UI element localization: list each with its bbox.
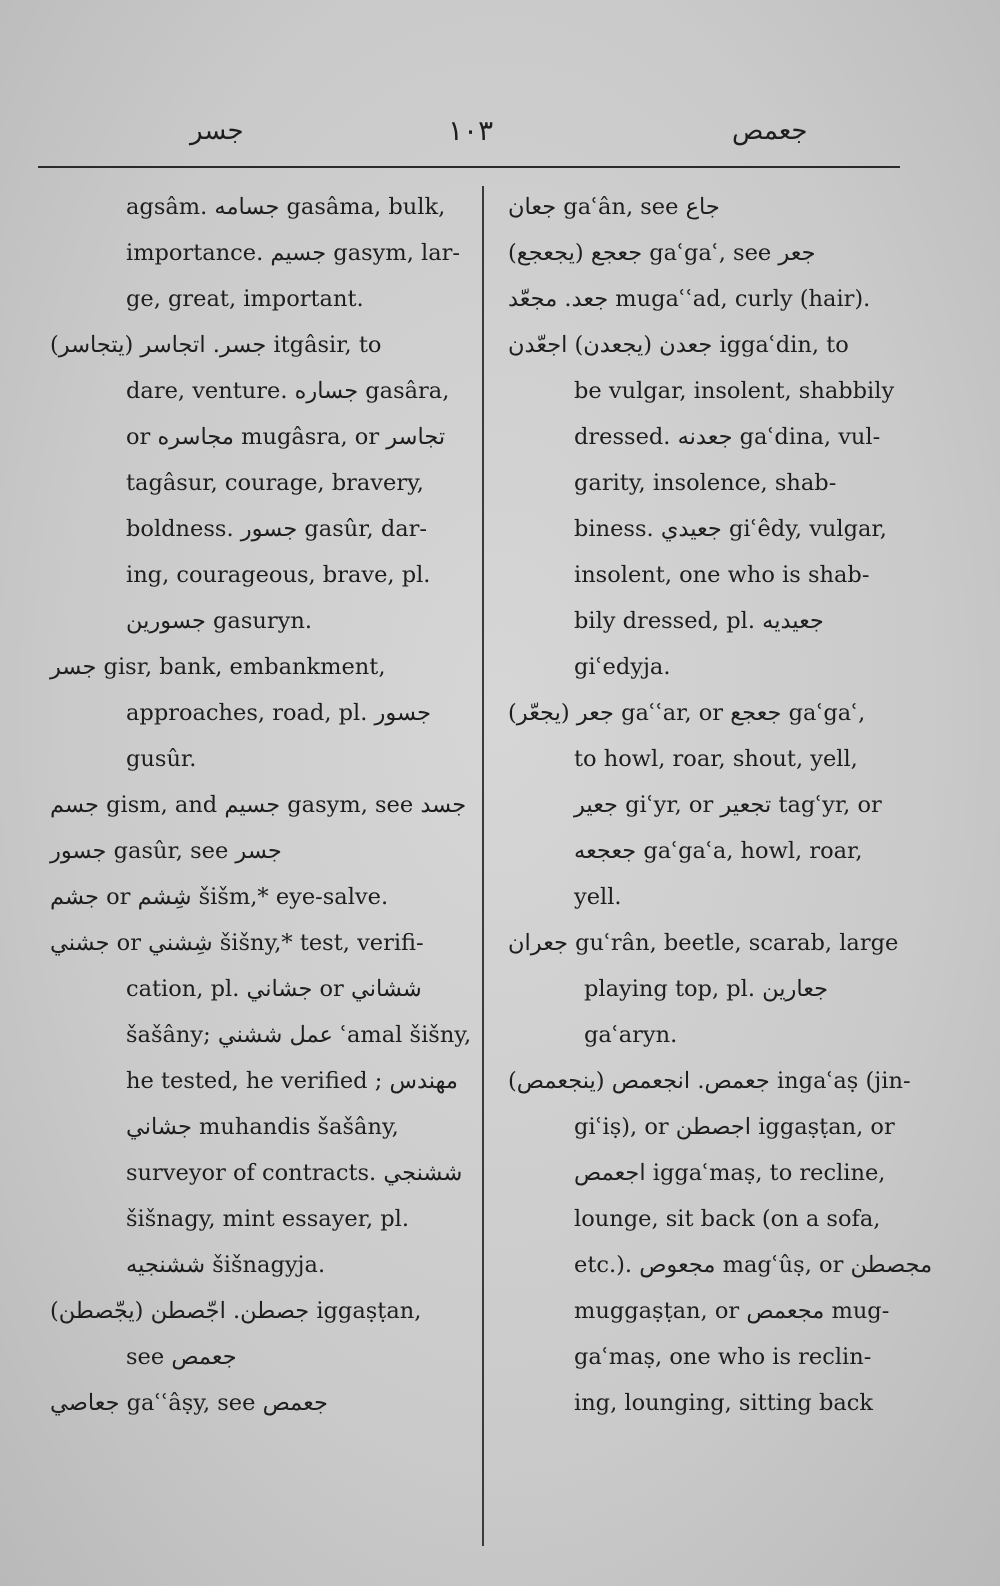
page-number: ١٠٣ (448, 114, 494, 147)
right-line: giʿiṣ), or اجصطن iggaṣṭan, or (574, 1114, 895, 1140)
column-divider (482, 186, 484, 1546)
right-line: اجعمص iggaʿmaṣ, to recline, (574, 1160, 886, 1186)
left-line: agsâm. جسامه gasâma, bulk, (126, 194, 446, 220)
right-line: bily dressed, pl. جعيديه (574, 608, 824, 634)
left-line: ing, courageous, brave, pl. (126, 562, 431, 588)
left-line: šišnagy, mint essayer, pl. (126, 1206, 410, 1232)
right-line: جعمص. انجعمص (ينجعمص) ingaʿaṣ (jin- (508, 1068, 911, 1094)
right-line: lounge, sit back (on a sofa, (574, 1206, 881, 1232)
right-line: playing top, pl. جعارين (584, 976, 829, 1002)
left-line: جسم gism, and جسيم gasym, see جسد (50, 792, 467, 818)
left-line: جشني or شِشني šišny,* test, verifi- (50, 930, 424, 956)
right-line: insolent, one who is shab- (574, 562, 870, 588)
page-header (0, 108, 1000, 158)
left-line: approaches, road, pl. جسور (126, 700, 432, 726)
right-line: garity, insolence, shab- (574, 470, 837, 496)
left-line: جسورين gasuryn. (126, 608, 312, 634)
right-line: جعران guʿrân, beetle, scarab, large (508, 930, 899, 956)
right-line: جعان gaʿân, see جاع (508, 194, 720, 220)
left-line: or مجاسره mugâsra, or تجاسر (126, 424, 446, 450)
left-line: importance. جسيم gasym, lar- (126, 240, 460, 266)
right-line: جعجع (يجعجع) gaʿgaʿ, see جعر (508, 240, 816, 266)
right-line: جعر (يجعّر) gaʿʿar, or جعجع gaʿgaʿ, (508, 700, 866, 726)
left-line: جعاصي gaʿʿâṣy, see جعمص (50, 1390, 328, 1416)
right-line: to howl, roar, shout, yell, (574, 746, 858, 772)
left-line: جشاني muhandis šašâny, (126, 1114, 399, 1140)
header-rule (38, 166, 900, 168)
right-line: جعدن (يجعدن) اجعّدن iggaʿdin, to (508, 332, 849, 358)
left-running-headword: جسر (190, 116, 244, 146)
right-line: جعد. مجعّد mugaʿʿad, curly (hair). (508, 286, 871, 312)
left-line: boldness. جسور gasûr, dar- (126, 516, 428, 542)
right-line: giʿedyja. (574, 654, 671, 680)
left-line: جسور gasûr, see جسر (50, 838, 282, 864)
left-line: cation, pl. جشاني or ششاني (126, 976, 422, 1002)
right-line: etc.). مجعوص magʿûṣ, or مجصطن (574, 1252, 933, 1278)
right-line: gaʿaryn. (584, 1022, 678, 1048)
left-line: šašâny; عمل ششني ʿamal šišny, (126, 1022, 472, 1048)
right-line: جعجعه gaʿgaʿa, howl, roar, (574, 838, 863, 864)
right-line: جعير giʿyr, or تجعير tagʿyr, or (574, 792, 882, 818)
right-line: ing, lounging, sitting back (574, 1390, 874, 1416)
right-line: muggaṣṭan, or مجعمص mug- (574, 1298, 890, 1324)
left-line: جشم or شِشم šišm,* eye-salve. (50, 884, 389, 910)
right-line: gaʿmaṣ, one who is reclin- (574, 1344, 872, 1370)
left-line: جسر. اتجاسر (يتجاسر) itgâsir, to (50, 332, 382, 358)
left-line: ge, great, important. (126, 286, 364, 312)
right-line: dressed. جعدنه gaʿdina, vul- (574, 424, 881, 450)
right-line: biness. جعيدي giʿêdy, vulgar, (574, 516, 887, 542)
left-line: surveyor of contracts. ششنجي (126, 1160, 463, 1186)
left-line: he tested, he verified ; مهندس (126, 1068, 458, 1094)
left-line: جسر gisr, bank, embankment, (50, 654, 386, 680)
right-running-headword: جعمص (732, 116, 808, 146)
left-line: gusûr. (126, 746, 197, 772)
left-line: see جعمص (126, 1344, 237, 1370)
left-line: ششنجيه šišnagyja. (126, 1252, 326, 1278)
left-line: جصطن. اجّصطن (يجّصطن) iggaṣṭan, (50, 1298, 422, 1324)
left-line: dare, venture. جساره gasâra, (126, 378, 450, 404)
right-line: be vulgar, insolent, shabbily (574, 378, 895, 404)
right-line: yell. (574, 884, 622, 910)
left-line: tagâsur, courage, bravery, (126, 470, 424, 496)
